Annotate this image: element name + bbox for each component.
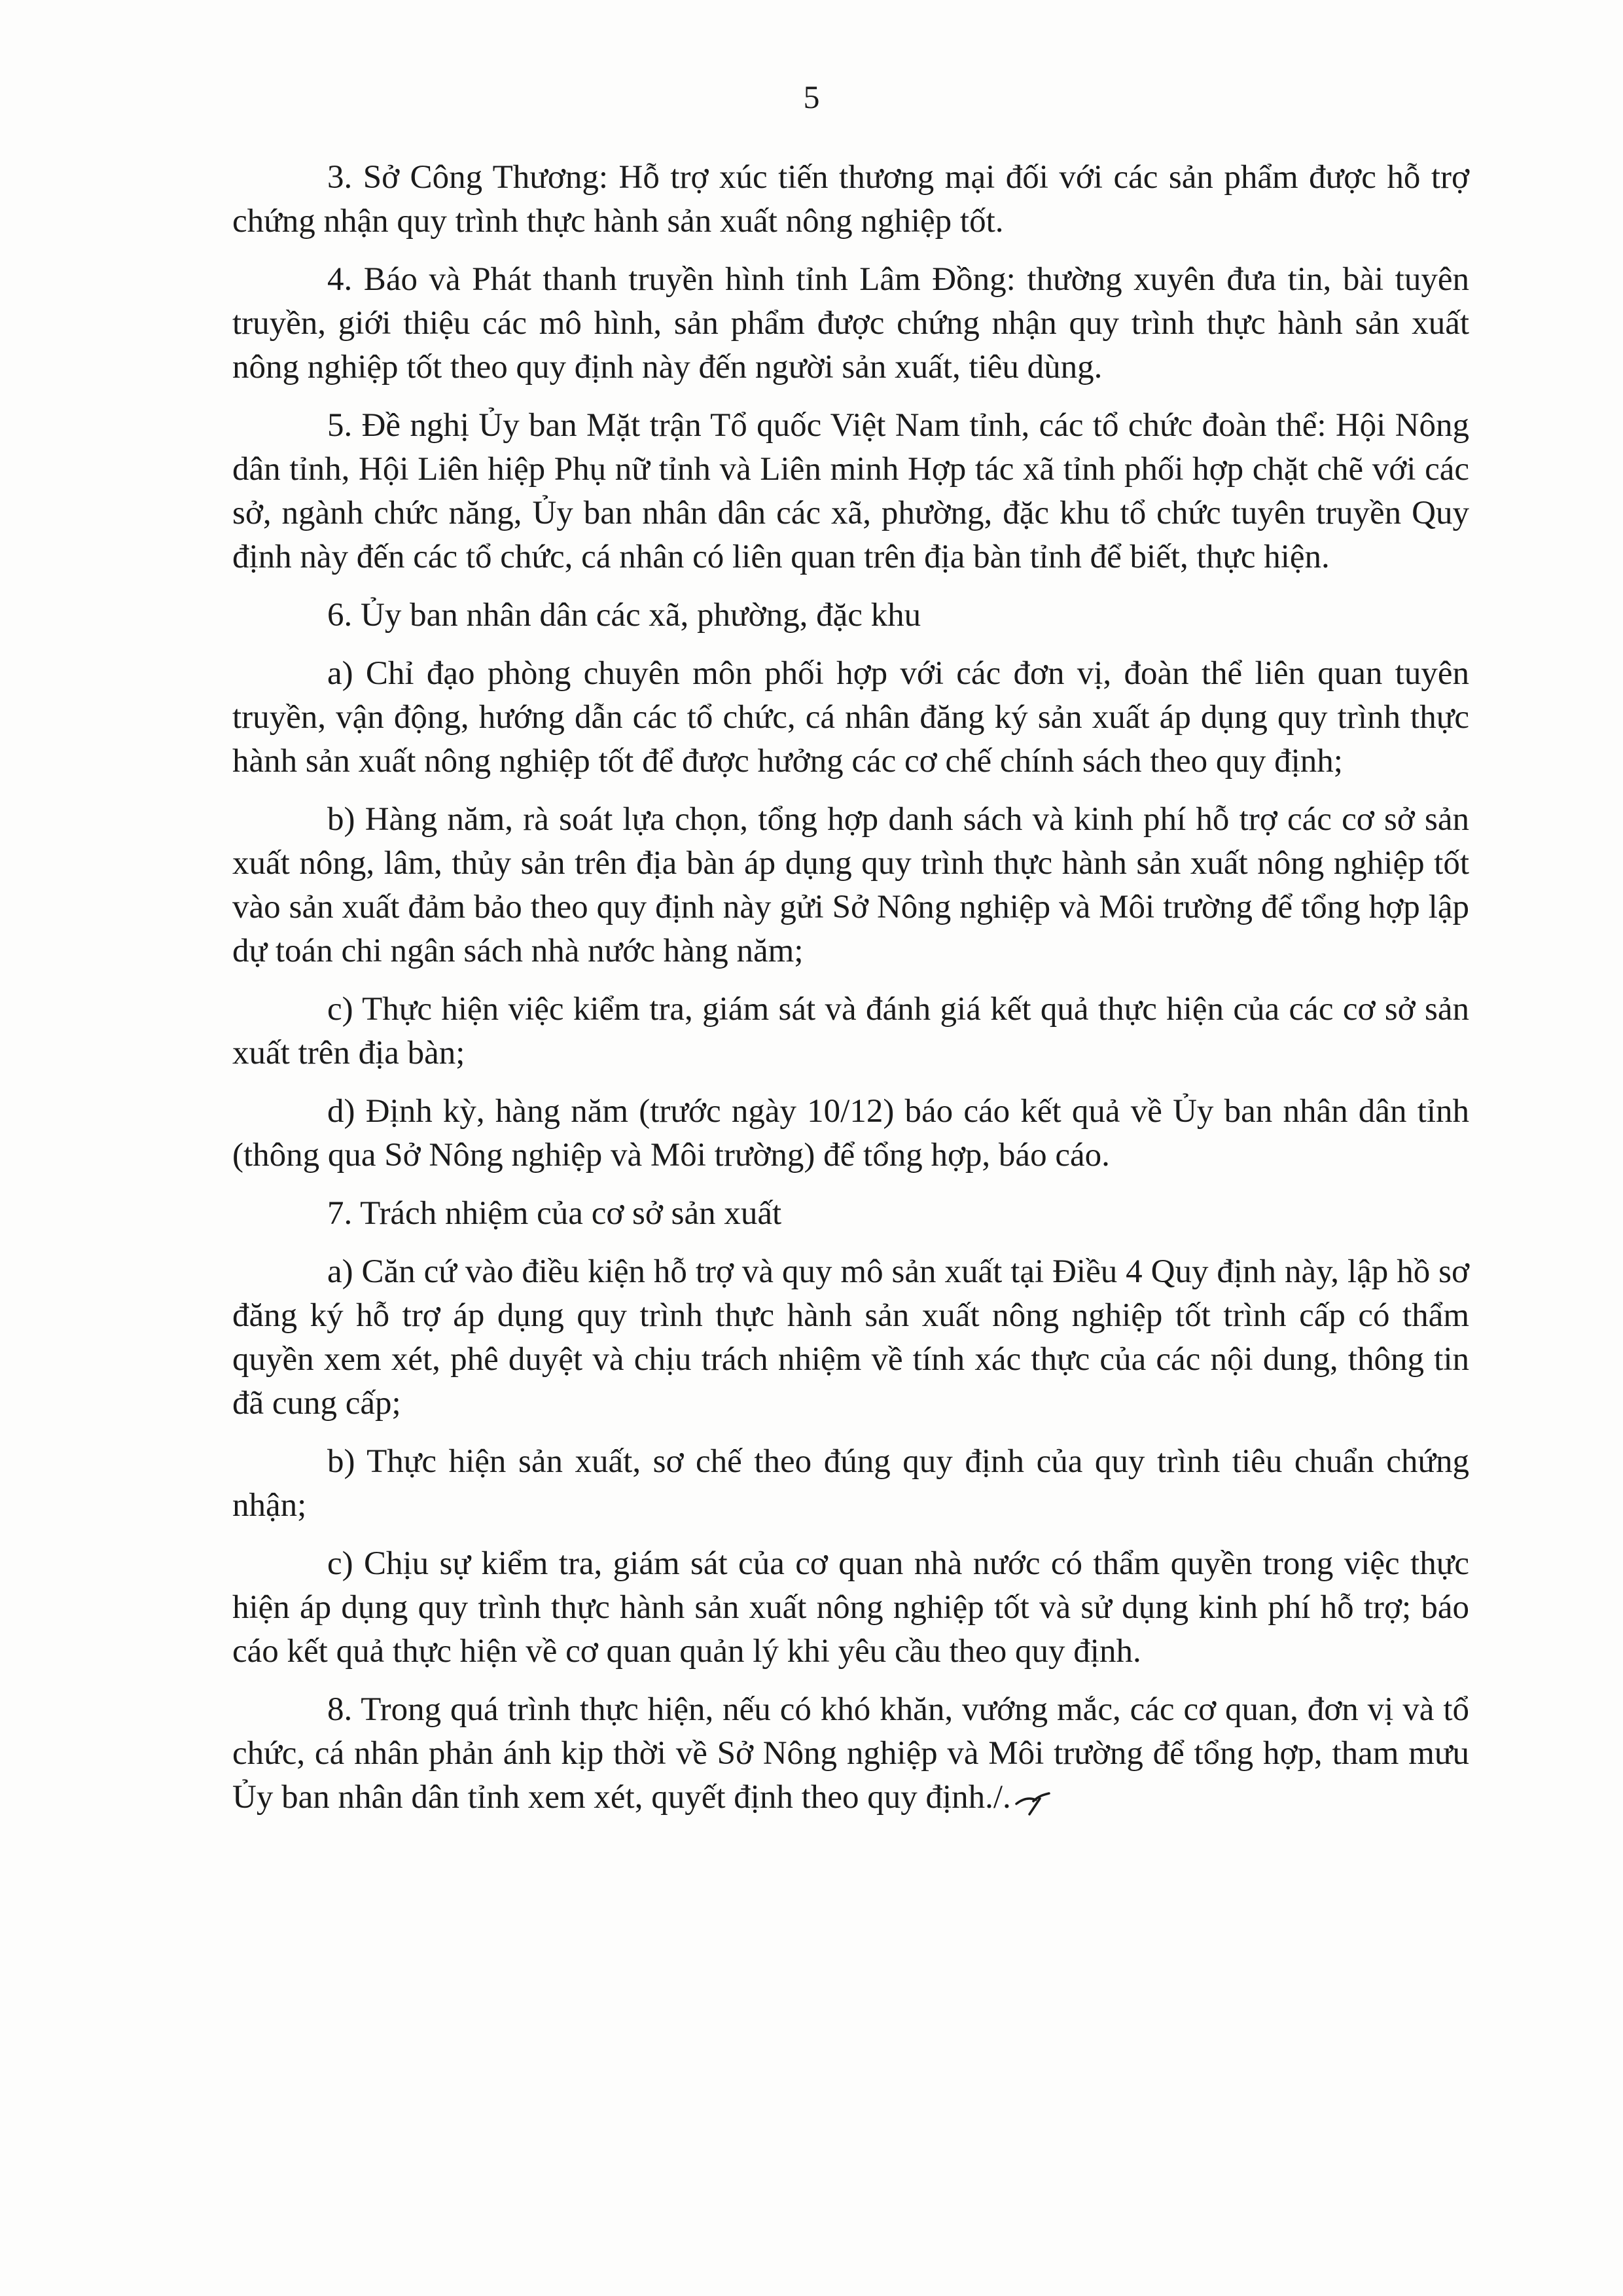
document-body (232, 156, 1469, 1834)
paragraph-item-5: 5. Đề nghị Ủy ban Mặt trận Tổ quốc Việt Nam tỉnh, các tổ chức đoàn thể: Hội Nông dân tỉnh, Hội Liên hiệp Phụ nữ tỉnh và Liên minh Hợp tác xã tỉnh phối hợp chặt chẽ với các sở, ngành chức năng, Ủy ban nhân dân các xã, phường, đặc khu tổ chức tuyên truyền Quy định này đến các tổ chức, cá nhân có liên quan trên địa bàn tỉnh để biết, thực hiện. (232, 407, 1469, 575)
initial-mark-icon (1014, 1784, 1053, 1817)
paragraph-item-7: 7. Trách nhiệm của cơ sở sản xuất (327, 1195, 782, 1232)
paragraph-item-6b: b) Hàng năm, rà soát lựa chọn, tổng hợp danh sách và kinh phí hỗ trợ các cơ sở sản xuất nông, lâm, thủy sản trên địa bàn áp dụng quy trình thực hành sản xuất nông nghiệp tốt vào sản xuất đảm bảo theo quy định này gửi Sở Nông nghiệp và Môi trường để tổng hợp lập dự toán chi ngân sách nhà nước hàng năm; (232, 801, 1469, 969)
paragraph-item-7c: c) Chịu sự kiểm tra, giám sát của cơ quan nhà nước có thẩm quyền trong việc thực hiện áp dụng quy trình thực hành sản xuất nông nghiệp tốt và sử dụng kinh phí hỗ trợ; báo cáo kết quả thực hiện về cơ quan quản lý khi yêu cầu theo quy định. (232, 1545, 1469, 1670)
paragraph-item-6: 6. Ủy ban nhân dân các xã, phường, đặc khu (327, 597, 921, 634)
paragraph-item-6a: a) Chỉ đạo phòng chuyên môn phối hợp với các đơn vị, đoàn thể liên quan tuyên truyền, vận động, hướng dẫn các tổ chức, cá nhân đăng ký sản xuất áp dụng quy trình thực hành sản xuất nông nghiệp tốt để được hưởng các cơ chế chính sách theo quy định; (232, 655, 1469, 780)
paragraph-item-8: 8. Trong quá trình thực hiện, nếu có khó khăn, vướng mắc, các cơ quan, đơn vị và tổ chức, cá nhân phản ánh kịp thời về Sở Nông nghiệp và Môi trường để tổng hợp, tham mưu Ủy ban nhân dân tỉnh xem xét, quyết định theo quy định./. (232, 1691, 1469, 1816)
paragraph-item-6d: d) Định kỳ, hàng năm (trước ngày 10/12) báo cáo kết quả về Ủy ban nhân dân tỉnh (thông qua Sở Nông nghiệp và Môi trường) để tổng hợp, báo cáo. (232, 1093, 1469, 1174)
paragraph-item-4: 4. Báo và Phát thanh truyền hình tỉnh Lâm Đồng: thường xuyên đưa tin, bài tuyên truyền, giới thiệu các mô hình, sản phẩm được chứng nhận quy trình thực hành sản xuất nông nghiệp tốt theo quy định này đến người sản xuất, tiêu dùng. (232, 261, 1469, 386)
paragraph-item-7a: a) Căn cứ vào điều kiện hỗ trợ và quy mô sản xuất tại Điều 4 Quy định này, lập hồ sơ đăng ký hỗ trợ áp dụng quy trình thực hành sản xuất nông nghiệp tốt trình cấp có thẩm quyền xem xét, phê duyệt và chịu trách nhiệm về tính xác thực của các nội dung, thông tin đã cung cấp; (232, 1253, 1469, 1422)
paragraph-item-3: 3. Sở Công Thương: Hỗ trợ xúc tiến thương mại đối với các sản phẩm được hỗ trợ chứng nhận quy trình thực hành sản xuất nông nghiệp tốt. (232, 159, 1469, 240)
paragraph-item-7b: b) Thực hiện sản xuất, sơ chế theo đúng quy định của quy trình tiêu chuẩn chứng nhận; (232, 1443, 1469, 1524)
paragraph-item-6c: c) Thực hiện việc kiểm tra, giám sát và đánh giá kết quả thực hiện của các cơ sở sản xuất trên địa bàn; (232, 991, 1469, 1071)
page-number: 5 (803, 79, 820, 115)
